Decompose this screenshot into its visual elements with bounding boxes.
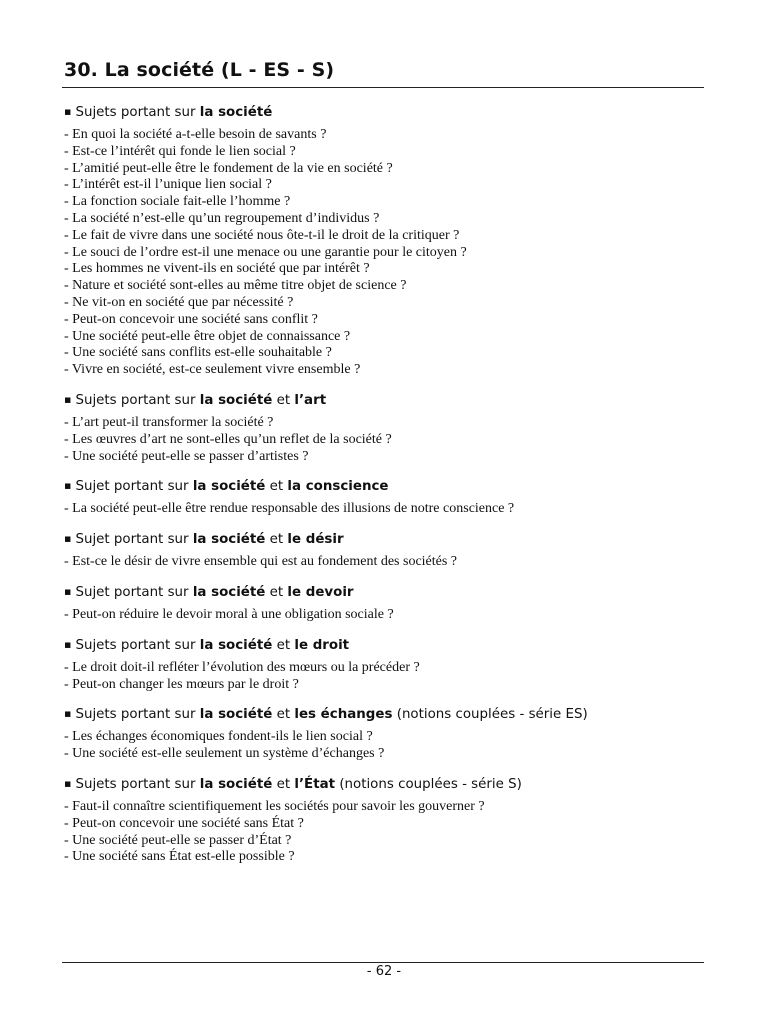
section — [64, 104, 704, 379]
heading-bold1: la société — [199, 637, 273, 653]
footer-divider — [62, 962, 704, 963]
heading-prefix: Sujet portant sur — [75, 532, 189, 548]
question-item: - Peut-on réduire le devoir moral à une obligation sociale ? — [64, 606, 394, 622]
heading-prefix: Sujets portant sur — [75, 392, 196, 408]
heading-bold1: la société — [199, 776, 273, 792]
heading-note: (notions couplées - série S) — [339, 776, 522, 792]
square-bullet-icon: ▪ — [64, 105, 72, 118]
section — [64, 706, 704, 763]
question-item: - Le droit doit-il refléter l’évolution des mœurs ou la précéder ? — [64, 659, 420, 675]
section — [64, 531, 704, 571]
question-item: - Peut-on concevoir une société sans conflit ? — [64, 311, 318, 327]
heading-bold1: la société — [199, 392, 273, 408]
heading-conj: et — [276, 707, 291, 723]
question-list — [64, 607, 704, 624]
section-heading — [64, 706, 704, 724]
heading-conj: et — [269, 584, 284, 600]
heading-conj: et — [269, 479, 284, 495]
heading-bold2: les échanges — [294, 707, 393, 723]
question-item: - Vivre en société, est-ce seulement vivre ensemble ? — [64, 362, 361, 378]
question-item: - Peut-on changer les mœurs par le droit ? — [64, 676, 299, 692]
question-item: - L’art peut-il transformer la société ? — [64, 414, 274, 430]
section-heading — [64, 478, 704, 496]
question-list — [64, 554, 704, 571]
heading-bold2: l’État — [294, 776, 336, 792]
question-item: - Les échanges économiques fondent-ils le lien social ? — [64, 729, 373, 745]
heading-bold2: l’art — [294, 392, 327, 408]
heading-prefix: Sujet portant sur — [75, 479, 189, 495]
question-list — [64, 501, 704, 518]
question-item: - L’amitié peut-elle être le fondement de la vie en société ? — [64, 160, 393, 176]
section — [64, 776, 704, 866]
document-body — [64, 104, 704, 879]
question-item: - Une société est-elle seulement un système d’échanges ? — [64, 746, 385, 762]
heading-prefix: Sujets portant sur — [75, 776, 196, 792]
question-list — [64, 127, 704, 379]
question-item: - Une société sans État est-elle possible ? — [64, 849, 295, 865]
question-item: - Est-ce l’intérêt qui fonde le lien social ? — [64, 143, 296, 159]
heading-bold2: la conscience — [287, 479, 389, 495]
question-item: - La société peut-elle être rendue responsable des illusions de notre conscience ? — [64, 501, 515, 517]
heading-bold1: la société — [192, 584, 266, 600]
question-item: - Les hommes ne vivent-ils en société que par intérêt ? — [64, 261, 370, 277]
question-item: - Ne vit-on en société que par nécessité ? — [64, 294, 294, 310]
question-item: - Le fait de vivre dans une société nous ôte-t-il le droit de la critiquer ? — [64, 227, 460, 243]
section-heading — [64, 584, 704, 602]
section-heading — [64, 104, 704, 122]
question-list — [64, 660, 704, 694]
section-heading — [64, 776, 704, 794]
question-item: - Une société peut-elle se passer d’État ? — [64, 832, 292, 848]
square-bullet-icon: ▪ — [64, 707, 72, 721]
square-bullet-icon: ▪ — [64, 392, 72, 406]
heading-prefix: Sujets portant sur — [75, 707, 196, 723]
title-divider — [62, 87, 704, 88]
heading-bold1: la société — [192, 532, 266, 548]
heading-conj: et — [276, 392, 291, 408]
heading-conj: et — [269, 532, 284, 548]
page-number: - 62 - — [366, 964, 402, 979]
question-item: - En quoi la société a-t-elle besoin de savants ? — [64, 127, 327, 142]
square-bullet-icon: ▪ — [64, 532, 72, 546]
section-heading — [64, 637, 704, 655]
page-title: 30. La société (L - ES - S) — [64, 59, 335, 81]
question-item: - Les œuvres d’art ne sont-elles qu’un reflet de la société ? — [64, 431, 392, 447]
question-item: - Une société sans conflits est-elle souhaitable ? — [64, 345, 332, 361]
heading-note: (notions couplées - série ES) — [396, 707, 588, 723]
question-list — [64, 415, 704, 465]
heading-bold2: le devoir — [287, 584, 354, 600]
section-heading — [64, 531, 704, 549]
heading-prefix: Sujets portant sur — [75, 105, 196, 120]
square-bullet-icon: ▪ — [64, 776, 72, 790]
heading-prefix: Sujets portant sur — [75, 637, 196, 653]
question-item: - Nature et société sont-elles au même titre objet de science ? — [64, 278, 407, 294]
question-item: - Le souci de l’ordre est-il une menace ou une garantie pour le citoyen ? — [64, 244, 467, 260]
heading-prefix: Sujet portant sur — [75, 584, 189, 600]
question-item: - L’intérêt est-il l’unique lien social ? — [64, 177, 272, 193]
heading-conj: et — [276, 776, 291, 792]
question-list — [64, 799, 704, 866]
section — [64, 637, 704, 694]
section-heading — [64, 392, 704, 410]
heading-bold2: le droit — [294, 637, 350, 653]
question-list — [64, 729, 704, 763]
heading-bold1: la société — [199, 105, 273, 120]
heading-bold1: la société — [192, 479, 266, 495]
heading-bold1: la société — [199, 707, 273, 723]
square-bullet-icon: ▪ — [64, 584, 72, 598]
question-item: - La fonction sociale fait-elle l’homme ? — [64, 194, 291, 210]
question-item: - La société n’est-elle qu’un regroupement d’individus ? — [64, 210, 380, 226]
question-item: - Une société peut-elle être objet de connaissance ? — [64, 328, 351, 344]
question-item: - Une société peut-elle se passer d’artistes ? — [64, 448, 309, 464]
section — [64, 392, 704, 465]
square-bullet-icon: ▪ — [64, 479, 72, 493]
square-bullet-icon: ▪ — [64, 637, 72, 651]
question-item: - Est-ce le désir de vivre ensemble qui est au fondement des sociétés ? — [64, 554, 458, 570]
section — [64, 584, 704, 624]
question-item: - Faut-il connaître scientifiquement les sociétés pour savoir les gouverner ? — [64, 798, 485, 814]
heading-bold2: le désir — [287, 532, 344, 548]
section — [64, 478, 704, 518]
heading-conj: et — [276, 637, 291, 653]
question-item: - Peut-on concevoir une société sans État ? — [64, 815, 304, 831]
